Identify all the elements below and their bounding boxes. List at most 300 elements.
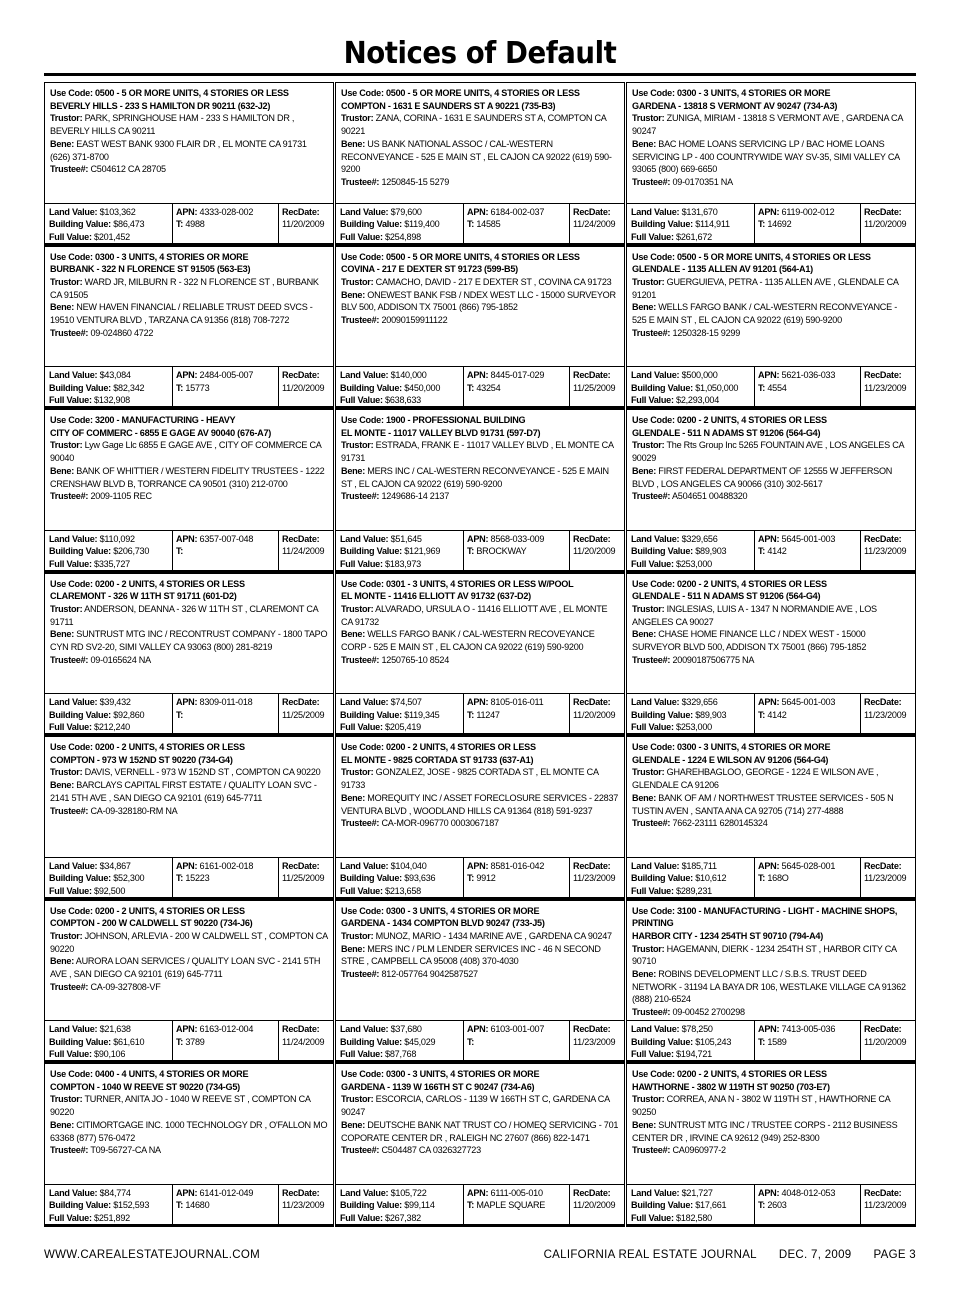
- notice-text: [45, 1064, 333, 1186]
- building-value-label: Building Value:: [49, 873, 111, 884]
- recdate-cell: [860, 858, 915, 897]
- recdate-label: RecDate:: [864, 370, 902, 380]
- value-row: [45, 1020, 333, 1060]
- notice-card: [626, 409, 916, 573]
- full-value: $335,727: [94, 558, 130, 569]
- property-address: GLENDALE - 511 N ADAMS ST 91206 (564-G4): [632, 591, 821, 602]
- full-value: $2,293,004: [676, 395, 720, 406]
- recdate-cell: [569, 858, 624, 897]
- notice-text: [45, 247, 333, 369]
- bene-label: Bene:: [50, 302, 75, 313]
- land-value-label: Land Value:: [340, 1187, 389, 1198]
- recdate-label: RecDate:: [282, 860, 320, 871]
- bene-value: MERS INC / CAL-WESTERN RECONVEYANCE - 525 E MAIN ST , EL CAJON CA 92022 (619) 590-9200: [341, 465, 609, 489]
- building-value: $52,300: [113, 873, 145, 884]
- trustor-value: GONZALEZ, JOSE - 9825 CORTADA ST , EL MONTE CA 91733: [341, 767, 599, 791]
- trustee-label: Trustee#:: [341, 1145, 380, 1156]
- trustee-label: Trustee#:: [341, 818, 380, 829]
- bene-label: Bene:: [50, 138, 75, 149]
- land-value-label: Land Value:: [340, 533, 389, 544]
- trustee-value: 2009-1105 REC: [90, 491, 152, 502]
- apn-cell: [172, 1185, 278, 1224]
- trustee-label: Trustee#:: [341, 176, 380, 187]
- land-value: $104,040: [390, 860, 427, 871]
- property-address: GLENDALE - 1135 ALLEN AV 91201 (564-A1): [632, 264, 813, 275]
- full-value-label: Full Value:: [340, 231, 383, 242]
- use-code: Use Code: 0200 - 2 UNITS, 4 STORIES OR LESS: [632, 415, 827, 425]
- recdate-label: RecDate:: [282, 1024, 320, 1034]
- recdate-value: 11/23/2009: [864, 1200, 907, 1211]
- trustee-value: CA0960977-2: [672, 1145, 726, 1156]
- building-value-label: Building Value:: [49, 382, 111, 393]
- full-value-label: Full Value:: [49, 395, 92, 406]
- trustor-label: Trustor:: [341, 1094, 374, 1105]
- apn-label: APN:: [176, 697, 198, 707]
- apn-cell: [754, 204, 860, 243]
- bene-value: SUNTRUST MTG INC / RECONTRUST COMPANY - 1800 TAPO CYN RD SV2-20, SIMI VALLEY CA 93063 (800) 281-8219: [50, 629, 328, 653]
- property-address: HAWTHORNE - 3802 W 119TH ST 90250 (703-E7): [632, 1081, 830, 1092]
- bene-label: Bene:: [341, 792, 366, 803]
- property-address: EL MONTE - 9825 CORTADA ST 91733 (637-A1): [341, 754, 534, 765]
- recdate-value: 11/25/2009: [282, 873, 325, 884]
- trustee-value: 1250765-10 8524: [381, 654, 450, 665]
- notice-card: [44, 82, 334, 246]
- recdate-cell: [569, 204, 624, 243]
- notice-card: [626, 82, 916, 246]
- value-row: [45, 1184, 333, 1224]
- recdate-label: RecDate:: [864, 206, 902, 217]
- trustor-value: The Rts Group Inc 5265 FOUNTAIN AVE , LOS ANGELES CA 90029: [632, 440, 904, 464]
- land-value-label: Land Value:: [49, 1024, 98, 1034]
- trustor-label: Trustor:: [50, 1094, 83, 1105]
- footer-website[interactable]: WWW.CAREALESTATEJOURNAL.COM: [44, 1249, 260, 1261]
- apn-value: 8568-033-009: [490, 533, 545, 544]
- t-label: T:: [467, 709, 475, 720]
- trustor-value: JOHNSON, ARLEVIA - 200 W CALDWELL ST , COMPTON CA 90220: [50, 930, 328, 954]
- full-value-label: Full Value:: [49, 1049, 92, 1060]
- trustee-label: Trustee#:: [341, 969, 380, 980]
- recdate-cell: [278, 1185, 333, 1224]
- recdate-cell: [860, 531, 915, 570]
- building-value-label: Building Value:: [340, 1200, 402, 1211]
- building-value: $93,636: [404, 873, 436, 884]
- t-label: T:: [758, 546, 766, 557]
- apn-value: 5645-028-001: [781, 860, 836, 871]
- recdate-value: 11/23/2009: [864, 709, 907, 720]
- trustor-value: WARD JR, MILBURN R - 322 N FLORENCE ST , BURBANK CA 91505: [50, 276, 319, 300]
- t-value: 9912: [476, 873, 496, 884]
- trustor-label: Trustor:: [632, 276, 665, 287]
- building-value-label: Building Value:: [631, 382, 693, 393]
- use-code: Use Code: 0400 - 4 UNITS, 4 STORIES OR MORE: [50, 1069, 249, 1079]
- apn-cell: [463, 694, 569, 733]
- notice-text: [627, 737, 915, 859]
- use-code: Use Code: 3100 - MANUFACTURING - LIGHT - MACHINE SHOPS, PRINTING: [632, 905, 898, 929]
- land-value: $103,362: [99, 206, 136, 217]
- full-value-label: Full Value:: [340, 395, 383, 406]
- apn-cell: [754, 1021, 860, 1060]
- use-code: Use Code: 0200 - 2 UNITS, 4 STORIES OR LESS: [50, 742, 245, 752]
- t-label: T:: [467, 873, 475, 884]
- trustee-label: Trustee#:: [50, 805, 89, 816]
- recdate-cell: [278, 367, 333, 406]
- values-cell: [45, 1185, 172, 1224]
- apn-cell: [463, 531, 569, 570]
- value-row: [45, 530, 333, 570]
- recdate-label: RecDate:: [864, 1187, 902, 1198]
- trustor-label: Trustor:: [341, 930, 374, 941]
- page-title: Notices of Default: [343, 36, 617, 71]
- recdate-cell: [860, 367, 915, 406]
- land-value: $110,092: [99, 533, 135, 544]
- apn-value: 6103-001-007: [490, 1024, 545, 1034]
- land-value: $500,000: [681, 370, 718, 380]
- notice-text: [45, 737, 333, 859]
- recdate-cell: [569, 1185, 624, 1224]
- property-address: GLENDALE - 1224 E WILSON AV 91206 (564-G4): [632, 754, 829, 765]
- bene-label: Bene:: [632, 302, 657, 313]
- apn-cell: [754, 1185, 860, 1224]
- recdate-label: RecDate:: [864, 1024, 902, 1034]
- building-value: $105,243: [695, 1036, 732, 1047]
- full-value: $261,672: [676, 231, 712, 242]
- building-value-label: Building Value:: [49, 1036, 111, 1047]
- notice-card: [335, 736, 625, 900]
- property-address: GLENDALE - 511 N ADAMS ST 91206 (564-G4): [632, 427, 821, 438]
- t-label: T:: [758, 873, 766, 884]
- bene-value: MERS INC / PLM LENDER SERVICES INC - 46 N SECOND STRE , CAMPBELL CA 95008 (408) 370-4030: [341, 943, 601, 967]
- bene-value: BARCLAYS CAPITAL FIRST ESTATE / QUALITY LOAN SVC - 2141 5TH AVE , SAN DIEGO CA 92101 (619) 645-7711: [50, 780, 317, 803]
- t-label: T:: [467, 382, 475, 393]
- recdate-label: RecDate:: [573, 1187, 611, 1198]
- apn-label: APN:: [176, 1187, 198, 1198]
- value-row: [627, 1184, 915, 1224]
- t-label: T:: [467, 1036, 475, 1047]
- notice-card: [626, 573, 916, 737]
- building-value-label: Building Value:: [631, 546, 693, 557]
- value-row: [627, 366, 915, 406]
- property-address: COVINA - 217 E DEXTER ST 91723 (599-B5): [341, 264, 518, 275]
- building-value: $119,345: [404, 709, 440, 720]
- building-value-label: Building Value:: [340, 219, 402, 230]
- notices-grid: [44, 82, 916, 1227]
- use-code: Use Code: 0200 - 2 UNITS, 4 STORIES OR LESS: [632, 578, 827, 589]
- land-value-label: Land Value:: [340, 370, 389, 380]
- bene-label: Bene:: [632, 465, 657, 476]
- full-value: $289,231: [676, 885, 712, 896]
- land-value: $131,670: [681, 206, 718, 217]
- land-value-label: Land Value:: [340, 1024, 389, 1034]
- values-cell: [627, 858, 754, 897]
- value-row: [627, 1020, 915, 1060]
- values-cell: [336, 694, 463, 733]
- building-value-label: Building Value:: [340, 546, 402, 557]
- bene-value: NEW HAVEN FINANCIAL / RELIABLE TRUST DEED SVCS - 19510 VENTURA BLVD , TARZANA CA 91356 (818) 708-7272: [50, 302, 313, 326]
- trustor-value: CORREA, ANA N - 3802 W 119TH ST , HAWTHORNE CA 90250: [632, 1094, 890, 1118]
- property-address: COMPTON - 1040 W REEVE ST 90220 (734-G5): [50, 1081, 240, 1092]
- value-row: [336, 1184, 624, 1224]
- notice-text: [627, 247, 915, 369]
- trustor-label: Trustor:: [632, 1094, 665, 1105]
- recdate-value: 11/23/2009: [864, 382, 907, 393]
- apn-label: APN:: [176, 533, 198, 544]
- trustor-label: Trustor:: [632, 767, 665, 778]
- use-code: Use Code: 0300 - 3 UNITS, 4 STORIES OR MORE: [341, 1069, 540, 1079]
- building-value-label: Building Value:: [49, 219, 111, 230]
- use-code: Use Code: 0500 - 5 OR MORE UNITS, 4 STORIES OR LESS: [341, 251, 580, 262]
- bene-label: Bene:: [341, 1119, 366, 1130]
- trustor-value: ZUNIGA, MIRIAM - 13818 S VERMONT AVE , GARDENA CA 90247: [632, 113, 903, 137]
- apn-cell: [754, 694, 860, 733]
- use-code: Use Code: 3200 - MANUFACTURING - HEAVY: [50, 415, 236, 425]
- building-value: $121,969: [404, 546, 441, 557]
- bene-label: Bene:: [50, 629, 75, 640]
- apn-label: APN:: [758, 533, 780, 544]
- notice-text: [336, 1064, 624, 1186]
- trustee-value: CA-09-328180-RM NA: [90, 805, 178, 816]
- recdate-label: RecDate:: [573, 370, 611, 380]
- recdate-value: 11/20/2009: [573, 1200, 616, 1211]
- trustor-value: ESCORCIA, CARLOS - 1139 W 166TH ST C, GARDENA CA 90247: [341, 1094, 610, 1118]
- value-row: [45, 693, 333, 733]
- apn-value: 6141-012-049: [199, 1187, 254, 1198]
- land-value-label: Land Value:: [340, 206, 389, 217]
- bene-label: Bene:: [50, 465, 75, 476]
- building-value: $99,114: [404, 1200, 435, 1211]
- full-value-label: Full Value:: [340, 885, 383, 896]
- trustor-label: Trustor:: [341, 767, 374, 778]
- land-value-label: Land Value:: [631, 206, 680, 217]
- trustor-value: PARK, SPRINGHOUSE HAM - 233 S HAMILTON DR , BEVERLY HILLS CA 90211: [50, 113, 295, 137]
- building-value: $92,860: [113, 709, 145, 720]
- values-cell: [336, 367, 463, 406]
- notice-text: [627, 1064, 915, 1186]
- full-value: $87,768: [385, 1049, 417, 1060]
- t-label: T:: [176, 1200, 184, 1211]
- apn-cell: [754, 531, 860, 570]
- apn-cell: [463, 1021, 569, 1060]
- full-value: $253,000: [676, 722, 712, 733]
- value-row: [627, 693, 915, 733]
- bene-value: BANK OF WHITTIER / WESTERN FIDELITY TRUSTEES - 1222 CRENSHAW BLVD B, TORRANCE CA 90501 (310) 212-0700: [50, 465, 325, 489]
- recdate-label: RecDate:: [864, 697, 902, 707]
- apn-label: APN:: [467, 697, 489, 707]
- full-value-label: Full Value:: [340, 558, 383, 569]
- notice-card: [44, 573, 334, 737]
- recdate-cell: [278, 204, 333, 243]
- notice-text: [336, 247, 624, 369]
- trustee-label: Trustee#:: [632, 1007, 671, 1018]
- trustee-label: Trustee#:: [50, 164, 89, 175]
- trustor-label: Trustor:: [50, 930, 83, 941]
- bene-value: FIRST FEDERAL DEPARTMENT OF 12555 W JEFFERSON BLVD , LOS ANGELES CA 90066 (310) 302-5617: [632, 465, 893, 489]
- land-value: $185,711: [681, 860, 717, 871]
- t-value: 4988: [185, 219, 205, 230]
- full-value-label: Full Value:: [631, 885, 674, 896]
- t-label: T:: [467, 546, 475, 557]
- bene-value: ONEWEST BANK FSB / NDEX WEST LLC - 15000 SURVEYOR BLV 500, ADDISON TX 75001 (866) 795-1852: [341, 289, 616, 313]
- land-value-label: Land Value:: [340, 860, 389, 871]
- use-code: Use Code: 0200 - 2 UNITS, 4 STORIES OR LESS: [341, 742, 536, 752]
- apn-cell: [172, 694, 278, 733]
- full-value: $182,580: [676, 1212, 712, 1223]
- land-value: $78,250: [681, 1024, 713, 1034]
- bene-value: DEUTSCHE BANK NAT TRUST CO / HOMEQ SERVICING - 701 COPORATE CENTER DR , RALEIGH NC 27607 (866) 822-1471: [341, 1119, 619, 1143]
- building-value: $61,610: [113, 1036, 145, 1047]
- building-value: $82,342: [113, 382, 145, 393]
- apn-label: APN:: [758, 370, 780, 380]
- full-value: $92,500: [94, 885, 126, 896]
- notice-card: [335, 1063, 625, 1227]
- full-value: $212,240: [94, 722, 130, 733]
- trustee-value: C504487 CA 0326327723: [381, 1145, 481, 1156]
- apn-label: APN:: [176, 860, 198, 871]
- bene-label: Bene:: [50, 956, 75, 967]
- land-value: $34,867: [99, 860, 131, 871]
- bene-value: ROBINS DEVELOPMENT LLC / S.B.S. TRUST DEED NETWORK - 31194 LA BAYA DR 106, WESTLAKE VILLAGE CA 91362 (888) 210-6524: [632, 969, 906, 1005]
- notice-card: [44, 409, 334, 573]
- trustee-label: Trustee#:: [632, 491, 671, 502]
- building-value-label: Building Value:: [49, 1200, 111, 1211]
- apn-label: APN:: [176, 370, 198, 380]
- t-value: BROCKWAY: [476, 546, 527, 557]
- building-value: $10,612: [695, 873, 727, 884]
- trustor-label: Trustor:: [50, 113, 83, 124]
- building-value: $89,903: [695, 709, 727, 720]
- notice-card: [626, 736, 916, 900]
- value-row: [336, 366, 624, 406]
- value-row: [336, 203, 624, 243]
- trustee-value: 09-00452 2700298: [672, 1007, 745, 1018]
- recdate-value: 11/23/2009: [282, 1200, 325, 1211]
- use-code: Use Code: 0300 - 3 UNITS, 4 STORIES OR MORE: [632, 88, 831, 98]
- recdate-label: RecDate:: [282, 697, 320, 707]
- recdate-value: 11/24/2009: [282, 1036, 325, 1047]
- notice-text: [336, 83, 624, 205]
- value-row: [336, 1020, 624, 1060]
- trustee-value: 09-0170351 NA: [672, 176, 733, 187]
- recdate-cell: [569, 531, 624, 570]
- apn-value: 6357-007-048: [199, 533, 254, 544]
- trustee-value: 1250328-15 9299: [672, 327, 741, 338]
- full-value: $90,106: [94, 1049, 126, 1060]
- full-value-label: Full Value:: [631, 722, 674, 733]
- value-row: [627, 530, 915, 570]
- t-label: T:: [176, 1036, 184, 1047]
- t-label: T:: [176, 546, 184, 557]
- use-code: Use Code: 0500 - 5 OR MORE UNITS, 4 STORIES OR LESS: [632, 251, 871, 262]
- building-value: $86,473: [113, 219, 145, 230]
- value-row: [336, 693, 624, 733]
- apn-cell: [463, 1185, 569, 1224]
- recdate-value: 11/25/2009: [282, 709, 325, 720]
- notice-card: [44, 246, 334, 410]
- bene-label: Bene:: [50, 1119, 75, 1130]
- recdate-value: 11/23/2009: [864, 546, 907, 557]
- notice-text: [336, 574, 624, 696]
- building-value: $119,400: [404, 219, 440, 230]
- building-value-label: Building Value:: [49, 546, 111, 557]
- apn-value: 7413-005-036: [781, 1024, 836, 1034]
- notice-text: [45, 574, 333, 696]
- full-value: $194,721: [676, 1049, 712, 1060]
- trustee-label: Trustee#:: [50, 654, 89, 665]
- apn-value: 4048-012-053: [781, 1187, 836, 1198]
- recdate-value: 11/20/2009: [282, 382, 325, 393]
- building-value-label: Building Value:: [631, 219, 693, 230]
- land-value-label: Land Value:: [631, 533, 680, 544]
- land-value-label: Land Value:: [631, 1187, 680, 1198]
- trustee-label: Trustee#:: [632, 818, 671, 829]
- trustee-value: 812-057764 9042587527: [381, 969, 478, 980]
- trustee-label: Trustee#:: [632, 327, 671, 338]
- apn-cell: [172, 1021, 278, 1060]
- land-value-label: Land Value:: [631, 860, 680, 871]
- recdate-cell: [569, 1021, 624, 1060]
- apn-label: APN:: [758, 1024, 780, 1034]
- page-footer: [44, 1249, 916, 1261]
- t-value: 15223: [185, 873, 210, 884]
- use-code: Use Code: 0300 - 3 UNITS, 4 STORIES OR MORE: [632, 742, 831, 752]
- land-value: $21,638: [99, 1024, 131, 1034]
- full-value: $638,633: [385, 395, 421, 406]
- notice-text: [627, 574, 915, 696]
- property-address: GARDENA - 1139 W 166TH ST C 90247 (734-A6): [341, 1081, 535, 1092]
- full-value: $267,382: [385, 1212, 421, 1223]
- use-code: Use Code: 0300 - 3 UNITS, 4 STORIES OR MORE: [341, 905, 540, 916]
- property-address: GARDENA - 1434 COMPTON BLVD 90247 (733-J5): [341, 918, 545, 929]
- trustor-label: Trustor:: [632, 113, 665, 124]
- trustee-value: A504651 00488320: [671, 491, 748, 502]
- trustor-value: ANDERSON, DEANNA - 326 W 11TH ST , CLAREMONT CA 91711: [50, 603, 318, 627]
- value-row: [336, 530, 624, 570]
- t-value: MAPLE SQUARE: [476, 1200, 546, 1211]
- trustor-label: Trustor:: [341, 440, 374, 451]
- notice-text: [336, 737, 624, 859]
- t-value: 11247: [476, 709, 500, 720]
- land-value: $79,600: [390, 206, 422, 217]
- full-value-label: Full Value:: [49, 1212, 92, 1223]
- property-address: HARBOR CITY - 1234 254TH ST 90710 (794-A4): [632, 930, 823, 941]
- building-value-label: Building Value:: [340, 1036, 402, 1047]
- trustor-label: Trustor:: [50, 603, 83, 614]
- building-value-label: Building Value:: [340, 873, 402, 884]
- value-row: [45, 857, 333, 897]
- t-label: T:: [758, 1200, 766, 1211]
- recdate-label: RecDate:: [282, 206, 320, 217]
- land-value: $84,774: [99, 1187, 131, 1198]
- notice-text: [45, 410, 333, 532]
- trustee-value: CA-09-327808-VF: [90, 981, 161, 992]
- apn-cell: [754, 858, 860, 897]
- trustor-value: Lyw Gage Llc 6855 E GAGE AVE , CITY OF COMMERCE CA 90040: [50, 440, 322, 464]
- values-cell: [336, 1021, 463, 1060]
- recdate-cell: [860, 204, 915, 243]
- apn-label: APN:: [467, 533, 489, 544]
- recdate-value: 11/24/2009: [573, 219, 616, 230]
- use-code: Use Code: 0300 - 3 UNITS, 4 STORIES OR MORE: [50, 251, 249, 262]
- t-value: 14585: [476, 219, 501, 230]
- values-cell: [45, 694, 172, 733]
- t-value: 4142: [767, 546, 787, 557]
- values-cell: [45, 204, 172, 243]
- apn-label: APN:: [758, 697, 780, 707]
- recdate-label: RecDate:: [864, 860, 902, 871]
- full-value: $253,000: [676, 558, 712, 569]
- trustee-value: 1249686-14 2137: [381, 491, 450, 502]
- trustee-label: Trustee#:: [50, 981, 89, 992]
- land-value: $105,722: [390, 1187, 427, 1198]
